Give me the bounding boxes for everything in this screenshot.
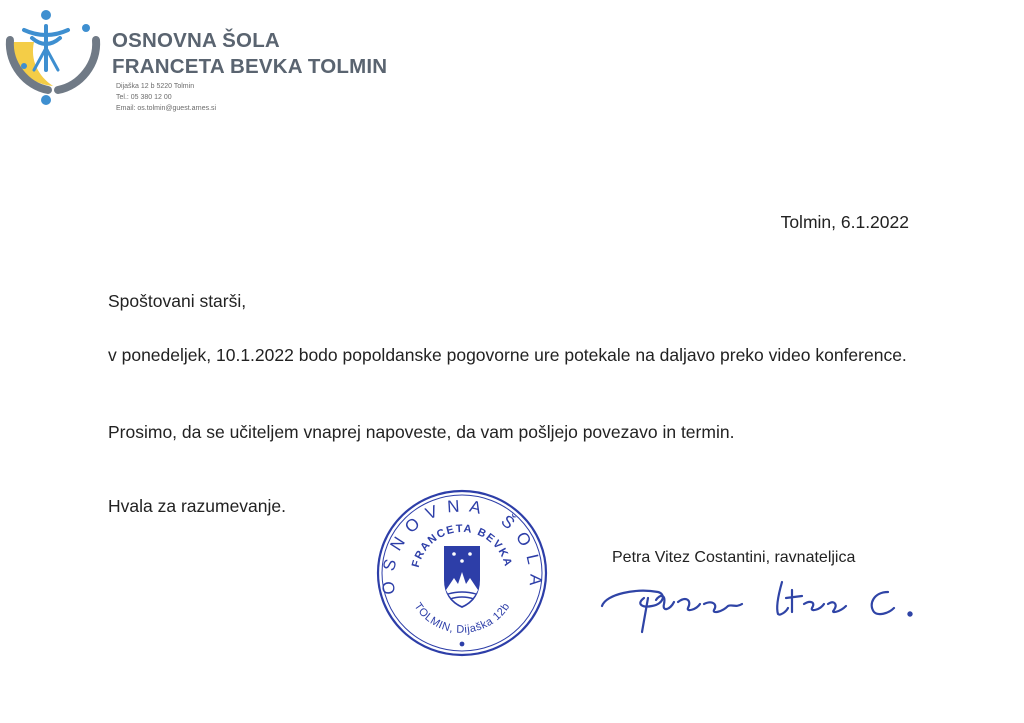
school-name-line1: OSNOVNA ŠOLA [112,29,280,52]
coat-of-arms-icon [444,546,480,608]
school-name [112,28,387,80]
contact-block [116,81,216,114]
address-text: Dijaška 12 b 5220 Tolmin [116,83,195,90]
school-stamp-icon [372,484,552,662]
school-name-line2: FRANCETA BEVKA TOLMIN [112,55,388,78]
letter-date: Tolmin, 6.1.2022 [780,212,909,232]
stamp-outer-text: OSNOVNA ŠOLA [378,496,546,596]
letter-closing: Hvala za razumevanje. [108,496,286,516]
school-logo-icon [4,8,102,108]
letter-paragraph-2: Prosimo, da se učiteljem vnaprej napoveste, da vam pošljejo povezavo in termin. [108,422,735,442]
letter-greeting: Spoštovani starši, [108,291,247,311]
email-text: Email: os.tolmin@guest.arnes.si [116,105,217,112]
stamp-bottom-text: TOLMIN, Dijaška 12b [411,600,513,636]
phone-text: Tel.: 05 380 12 00 [116,94,172,101]
stamp-inner-text: FRANCETA BEVKA [409,522,515,569]
letter-paragraph-1: v ponedeljek, 10.1.2022 bodo popoldanske pogovorne ure potekale na daljavo preko video konference. [108,345,907,365]
signer-name: Petra Vitez Costantini, ravnateljica [612,549,856,566]
handwritten-signature-icon [596,574,926,636]
